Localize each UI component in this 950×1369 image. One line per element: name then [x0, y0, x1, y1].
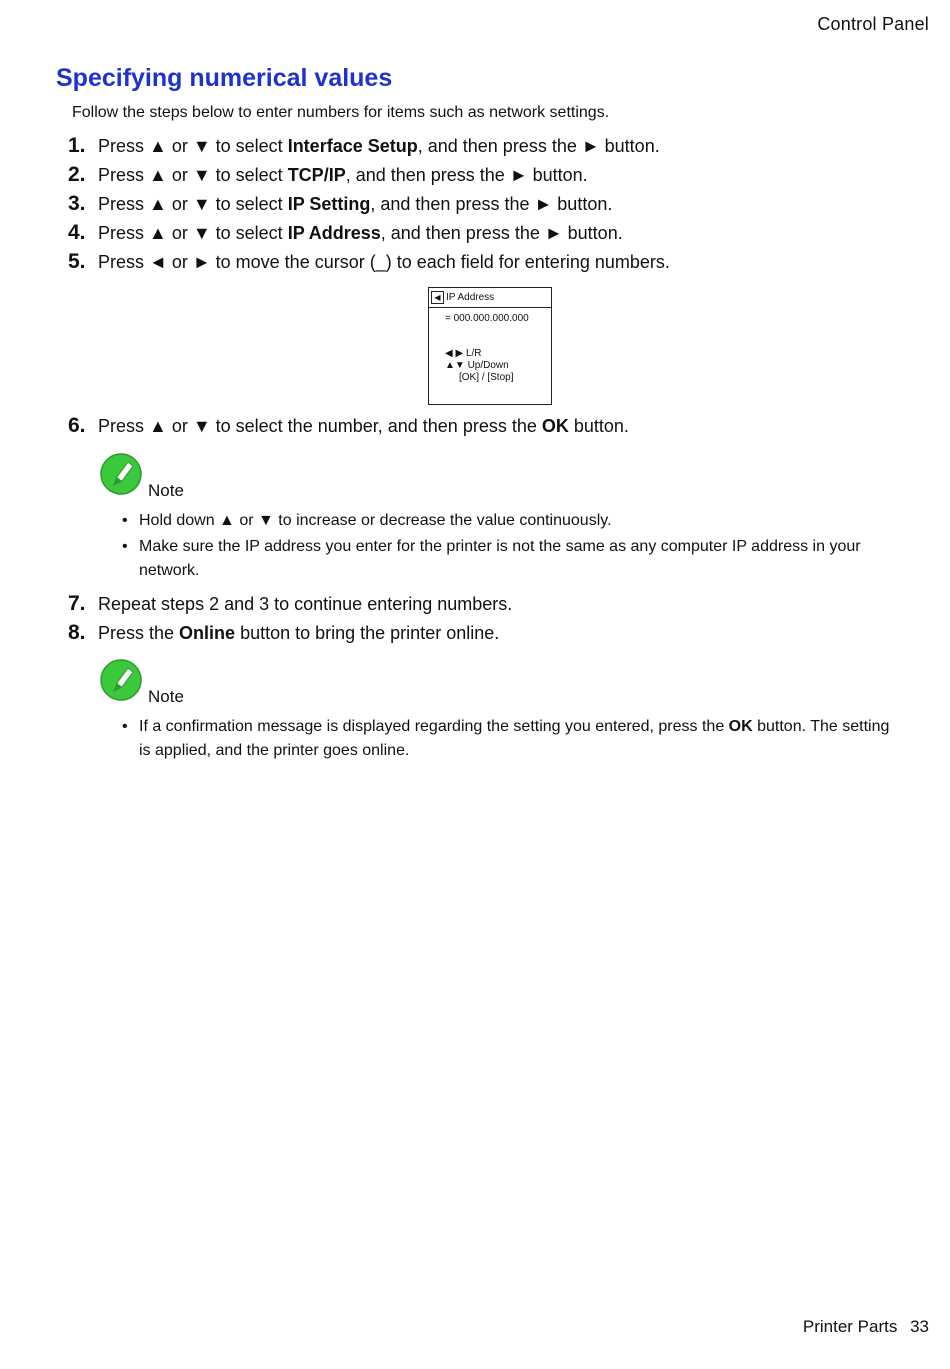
- step-number: 5.: [68, 250, 86, 273]
- step-text: Press ▲ or ▼ to select the number, and then press the OK button.: [98, 416, 629, 436]
- note-pencil-icon: [100, 453, 144, 495]
- note-block: [100, 659, 890, 765]
- step-item: [68, 414, 898, 443]
- step-number: 4.: [68, 221, 86, 244]
- lcd-ip-value: = 000.000.000.000: [445, 313, 529, 324]
- step-item: [68, 250, 898, 279]
- step-text: Press the Online button to bring the printer online.: [98, 623, 500, 643]
- lcd-hint-ok-stop: [OK] / [Stop]: [459, 372, 514, 383]
- note-pencil-icon: [100, 659, 144, 701]
- intro-text: Follow the steps below to enter numbers for items such as network settings.: [72, 104, 610, 121]
- note-item: • If a confirmation message is displayed regarding the setting you entered, press the OK button. The setting is applied, and the printer goes online.: [100, 715, 890, 763]
- page-title: Specifying numerical values: [56, 64, 393, 92]
- note-list: [100, 715, 890, 763]
- page-number: 33: [910, 1317, 929, 1336]
- steps-list-1: [68, 134, 898, 279]
- step-item: [68, 221, 898, 250]
- back-arrow-icon: ◀: [431, 291, 444, 304]
- step-number: 2.: [68, 163, 86, 186]
- lcd-hint-left-right: ◀ ▶ L/R: [445, 348, 482, 359]
- lcd-hint-up-down: ▲▼ Up/Down: [445, 360, 509, 371]
- footer: [803, 1317, 929, 1337]
- step-number: 1.: [68, 134, 86, 157]
- step-item: [68, 192, 898, 221]
- steps-list-3: [68, 592, 898, 650]
- step-text: Repeat steps 2 and 3 to continue entering numbers.: [98, 594, 513, 614]
- step-item: [68, 592, 898, 621]
- note-header: [100, 659, 890, 705]
- step-item: [68, 163, 898, 192]
- step-number: 8.: [68, 621, 86, 644]
- header-section-label: Control Panel: [817, 14, 929, 34]
- step-number: 3.: [68, 192, 86, 215]
- note-label: Note: [148, 687, 184, 706]
- lcd-display: [428, 287, 552, 405]
- step-item: [68, 134, 898, 163]
- note-list: [100, 509, 890, 583]
- step-number: 7.: [68, 592, 86, 615]
- step-number: 6.: [68, 414, 86, 437]
- note-label: Note: [148, 481, 184, 500]
- lcd-header: [429, 288, 551, 308]
- step-text: Press ▲ or ▼ to select Interface Setup, and then press the ► button.: [98, 136, 660, 156]
- step-text: Press ▲ or ▼ to select TCP/IP, and then press the ► button.: [98, 165, 588, 185]
- step-text: Press ◄ or ► to move the cursor (_) to each field for entering numbers.: [98, 252, 670, 272]
- note-block: [100, 453, 890, 585]
- footer-chapter: Printer Parts: [802, 1317, 898, 1336]
- note-header: [100, 453, 890, 499]
- note-item: • Hold down ▲ or ▼ to increase or decrease the value continuously.: [100, 509, 890, 533]
- lcd-title: IP Address: [446, 292, 495, 303]
- step-text: Press ▲ or ▼ to select IP Setting, and then press the ► button.: [98, 194, 613, 214]
- step-item: [68, 621, 898, 650]
- step-text: Press ▲ or ▼ to select IP Address, and then press the ► button.: [98, 223, 623, 243]
- steps-list-2: [68, 414, 898, 443]
- note-item: • Make sure the IP address you enter for the printer is not the same as any computer IP address in your network.: [100, 535, 890, 583]
